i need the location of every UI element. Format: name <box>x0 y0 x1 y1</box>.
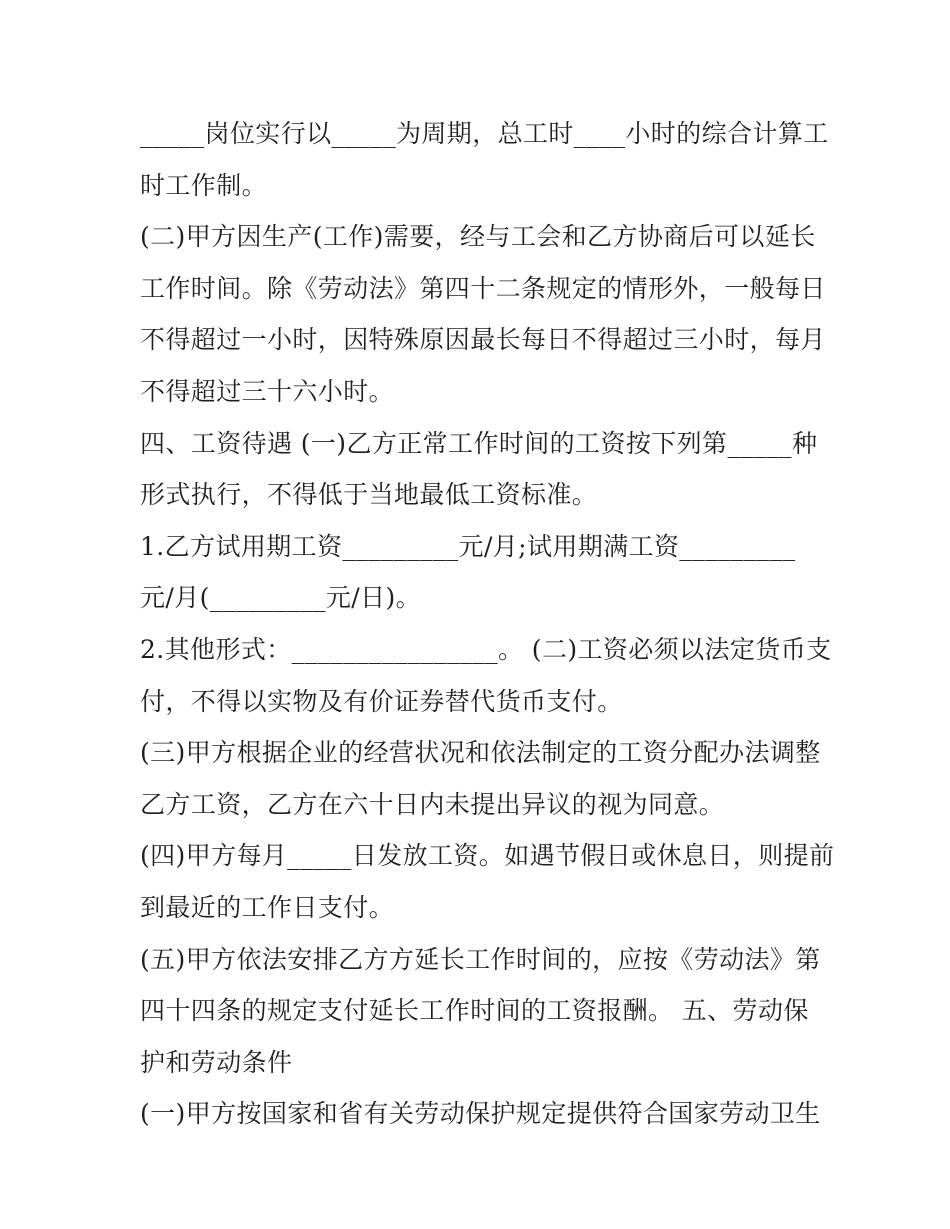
text-line: 护和劳动条件 <box>140 1047 293 1077</box>
text-line: _____岗位实行以_____为周期，总工时____小时的综合计算工 <box>140 119 829 148</box>
text-line: 时工作制。 <box>140 170 268 200</box>
text-line: 到最近的工作日支付。 <box>140 892 395 922</box>
text-line: 付，不得以实物及有价证券替代货币支付。 <box>140 686 623 716</box>
text-line: 不得超过一小时，因特殊原因最长每日不得超过三小时，每月 <box>140 325 826 355</box>
text-line: 1.乙方试用期工资_________元/月;试用期满工资_________ <box>140 531 796 561</box>
text-line: (一)甲方按国家和省有关劳动保护规定提供符合国家劳动卫生 <box>140 1099 821 1129</box>
text-line: 不得超过三十六小时。 <box>140 376 395 406</box>
text-line: (五)甲方依法安排乙方方延长工作时间的，应按《劳动法》第 <box>140 944 821 974</box>
text-line: (四)甲方每月_____日发放工资。如遇节假日或休息日，则提前 <box>140 841 835 871</box>
text-line: 形式执行，不得低于当地最低工资标准。 <box>140 480 598 510</box>
text-line: 乙方工资，乙方在六十日内未提出异议的视为同意。 <box>140 789 725 819</box>
text-line: (三)甲方根据企业的经营状况和依法制定的工资分配办法调整 <box>140 738 821 768</box>
text-line: 2.其他形式：________________。 (二)工资必须以法定货币支 <box>140 634 832 664</box>
text-line: 元/月(_________元/日)。 <box>140 583 422 613</box>
text-line: 工作时间。除《劳动法》第四十二条规定的情形外，一般每日 <box>140 273 826 303</box>
text-line: 四、工资待遇 (一)乙方正常工作时间的工资按下列第_____种 <box>140 428 818 458</box>
document-body <box>140 108 835 1140</box>
text-line: 四十四条的规定支付延长工作时间的工资报酬。 五、劳动保 <box>140 996 809 1026</box>
text-line: (二)甲方因生产(工作)需要，经与工会和乙方协商后可以延长 <box>140 222 816 252</box>
